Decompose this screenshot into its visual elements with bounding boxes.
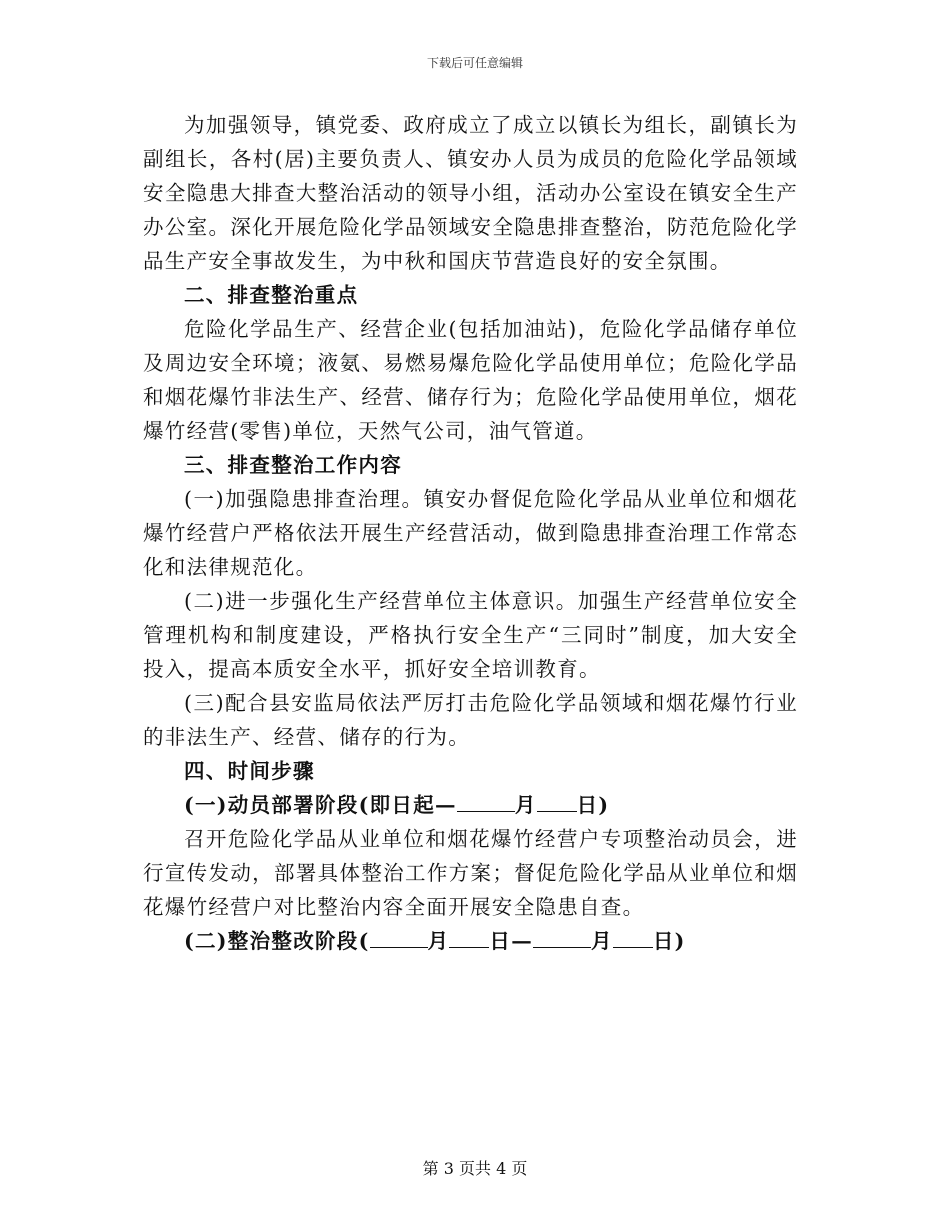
paragraph-leadership: 为加强领导，镇党委、政府成立了成立以镇长为组长，副镇长为副组长，各村(居)主要负责人、镇安办人员为成员的危险化学品领域安全隐患大排查大整治活动的领导小组，活动办公室设在镇安全生产办公室。深化开展危险化学品领域安全隐患排查整治，防范危险化学品生产安全事故发生，为中秋和国庆节营造良好的安全氛围。	[143, 113, 798, 273]
page-footer: 第 3 页共 4 页	[422, 1159, 528, 1178]
heading-phase-1	[143, 788, 798, 822]
heading-phase-2	[143, 924, 798, 958]
paragraph-item-2: (二)进一步强化生产经营单位主体意识。加强生产经营单位安全管理机构和制度建设，严格执行安全生产“三同时”制度，加大安全投入，提高本质安全水平，抓好安全培训教育。	[143, 589, 798, 681]
blank-line	[449, 927, 489, 949]
paragraph-item-1: (一)加强隐患排查治理。镇安办督促危险化学品从业单位和烟花爆竹经营户严格依法开展生产经营活动，做到隐患排查治理工作常态化和法律规范化。	[143, 487, 798, 579]
phase-2-day-2: 日)	[652, 929, 686, 953]
header-note: 下载后可任意编辑	[426, 56, 523, 70]
blank-line	[457, 791, 515, 813]
heading-section-2: 二、排查整治重点	[184, 283, 359, 307]
paragraph-focus: 危险化学品生产、经营企业(包括加油站)，危险化学品储存单位及周边安全环境；液氨、易燃易爆危险化学品使用单位；危险化学品和烟花爆竹非法生产、经营、储存行为；危险化学品使用单位，烟花爆竹经营(零售)单位，天然气公司，油气管道。	[143, 317, 798, 443]
blank-line	[370, 927, 428, 949]
phase-2-day-1: 日—	[489, 929, 534, 953]
phase-2-month-2: 月	[591, 929, 613, 953]
blank-line	[533, 927, 591, 949]
paragraph-item-3: (三)配合县安监局依法严厉打击危险化学品领域和烟花爆竹行业的非法生产、经营、储存的行为。	[143, 691, 798, 749]
paragraph-mobilization: 召开危险化学品从业单位和烟花爆竹经营户专项整治动员会，进行宣传发动，部署具体整治工作方案；督促危险化学品从业单位和烟花爆竹经营户对比整治内容全面开展安全隐患自查。	[143, 827, 798, 919]
phase-1-prefix: (一)动员部署阶段(即日起—	[184, 793, 457, 817]
blank-line	[613, 927, 653, 949]
phase-1-month: 月	[514, 793, 537, 817]
heading-section-3: 三、排查整治工作内容	[184, 453, 402, 477]
phase-2-month-1: 月	[427, 929, 450, 953]
document-body	[143, 108, 798, 958]
heading-section-4: 四、时间步骤	[184, 759, 315, 783]
blank-line	[537, 791, 577, 813]
phase-2-prefix: (二)整治整改阶段(	[184, 929, 370, 953]
phase-1-day: 日)	[576, 793, 610, 817]
